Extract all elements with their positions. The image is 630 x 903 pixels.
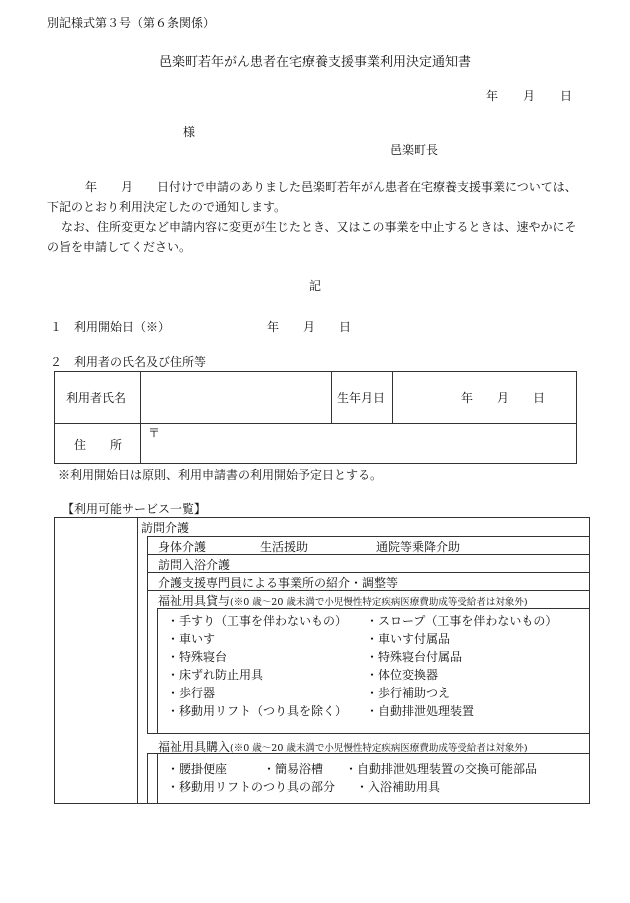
rental-left-1: ・車いす <box>167 632 216 646</box>
home-care-item-transport: 通院等乗降介助 <box>376 540 461 554</box>
care-manager-label: 介護支援専門員による事業所の紹介・調整等 <box>158 576 399 590</box>
home-care-item-life: 生活援助 <box>260 540 309 554</box>
rental-right-3: ・体位変換器 <box>366 668 439 682</box>
rental-left-5: ・移動用リフト（つり具を除く） <box>167 704 348 718</box>
bathing-label: 訪問入浴介護 <box>158 558 231 572</box>
purchase-title <box>158 738 528 755</box>
item2-label: ２ 利用者の氏名及び住所等 <box>50 355 207 369</box>
purchase-item-toilet: ・腰掛便座 <box>167 762 228 776</box>
rental-right-0: ・スロープ（工事を伴わないもの） <box>366 614 558 628</box>
body-para1-line2: 下記のとおり利用決定したので通知します。 <box>47 200 287 214</box>
purchase-item-bathtub: ・簡易浴槽 <box>263 762 324 776</box>
postal-mark: 〒 <box>148 426 161 440</box>
date-month: 月 <box>523 89 536 103</box>
rental-left-0: ・手すり（工事を伴わないもの） <box>167 614 348 628</box>
rental-left-4: ・歩行器 <box>167 686 216 700</box>
rental-right-2: ・特殊寝台付属品 <box>366 650 463 664</box>
body-para2-line1: なお、住所変更など申請内容に変更が生じたとき、又はこの事業を中止するときは、速やかにそ <box>61 220 577 234</box>
home-care-item-body: 身体介護 <box>158 540 207 554</box>
item1-label: １ 利用開始日（※） <box>50 320 171 334</box>
rental-note: (※0 歳～20 歳未満で小児慢性特定疾病医療費助成等受給者は対象外) <box>230 597 528 608</box>
address-header: 住 所 <box>74 438 123 452</box>
purchase-title-text: 福祉用具購入 <box>158 740 231 754</box>
purchase-item-lift: ・移動用リフトのつり具の部分 <box>167 780 336 794</box>
rental-right-4: ・歩行補助つえ <box>366 686 451 700</box>
rental-title <box>158 592 528 609</box>
body-para2-line2: の旨を申請してください。 <box>47 240 192 254</box>
home-care-label: 訪問介護 <box>141 521 190 535</box>
user-name-header: 利用者氏名 <box>66 391 127 405</box>
item1-date: 年 月 日 <box>267 320 352 334</box>
addressee-suffix: 様 <box>183 125 196 139</box>
rental-right-1: ・車いす付属品 <box>366 632 451 646</box>
rental-left-2: ・特殊寝台 <box>167 650 228 664</box>
issuer: 邑楽町長 <box>390 143 439 157</box>
rental-left-3: ・床ずれ防止用具 <box>167 668 264 682</box>
start-date-note: ※利用開始日は原則、利用申請書の利用開始予定日とする。 <box>58 468 383 482</box>
purchase-item-parts: ・自動排泄処理装置の交換可能部品 <box>345 762 538 776</box>
birth-date-header: 生年月日 <box>337 391 386 405</box>
ki-mark: 記 <box>309 279 322 293</box>
rental-title-text: 福祉用具貸与 <box>158 594 231 608</box>
date-year: 年 <box>486 89 499 103</box>
body-para1-line1: 年 月 日付けで申請のありました邑楽町若年がん患者在宅療養支援事業については、 <box>85 180 577 194</box>
date-day: 日 <box>560 89 573 103</box>
document-title: 邑楽町若年がん患者在宅療養支援事業利用決定通知書 <box>158 55 471 70</box>
services-heading: 【利用可能サービス一覧】 <box>62 502 207 516</box>
purchase-note: (※0 歳～20 歳未満で小児慢性特定疾病医療費助成等受給者は対象外) <box>230 743 528 754</box>
purchase-item-bath-aid: ・入浴補助用具 <box>356 780 441 794</box>
rental-right-5: ・自動排泄処理装置 <box>366 704 475 718</box>
form-number: 別記様式第３号（第６条関係） <box>47 16 216 30</box>
birth-date-value: 年 月 日 <box>461 391 546 405</box>
